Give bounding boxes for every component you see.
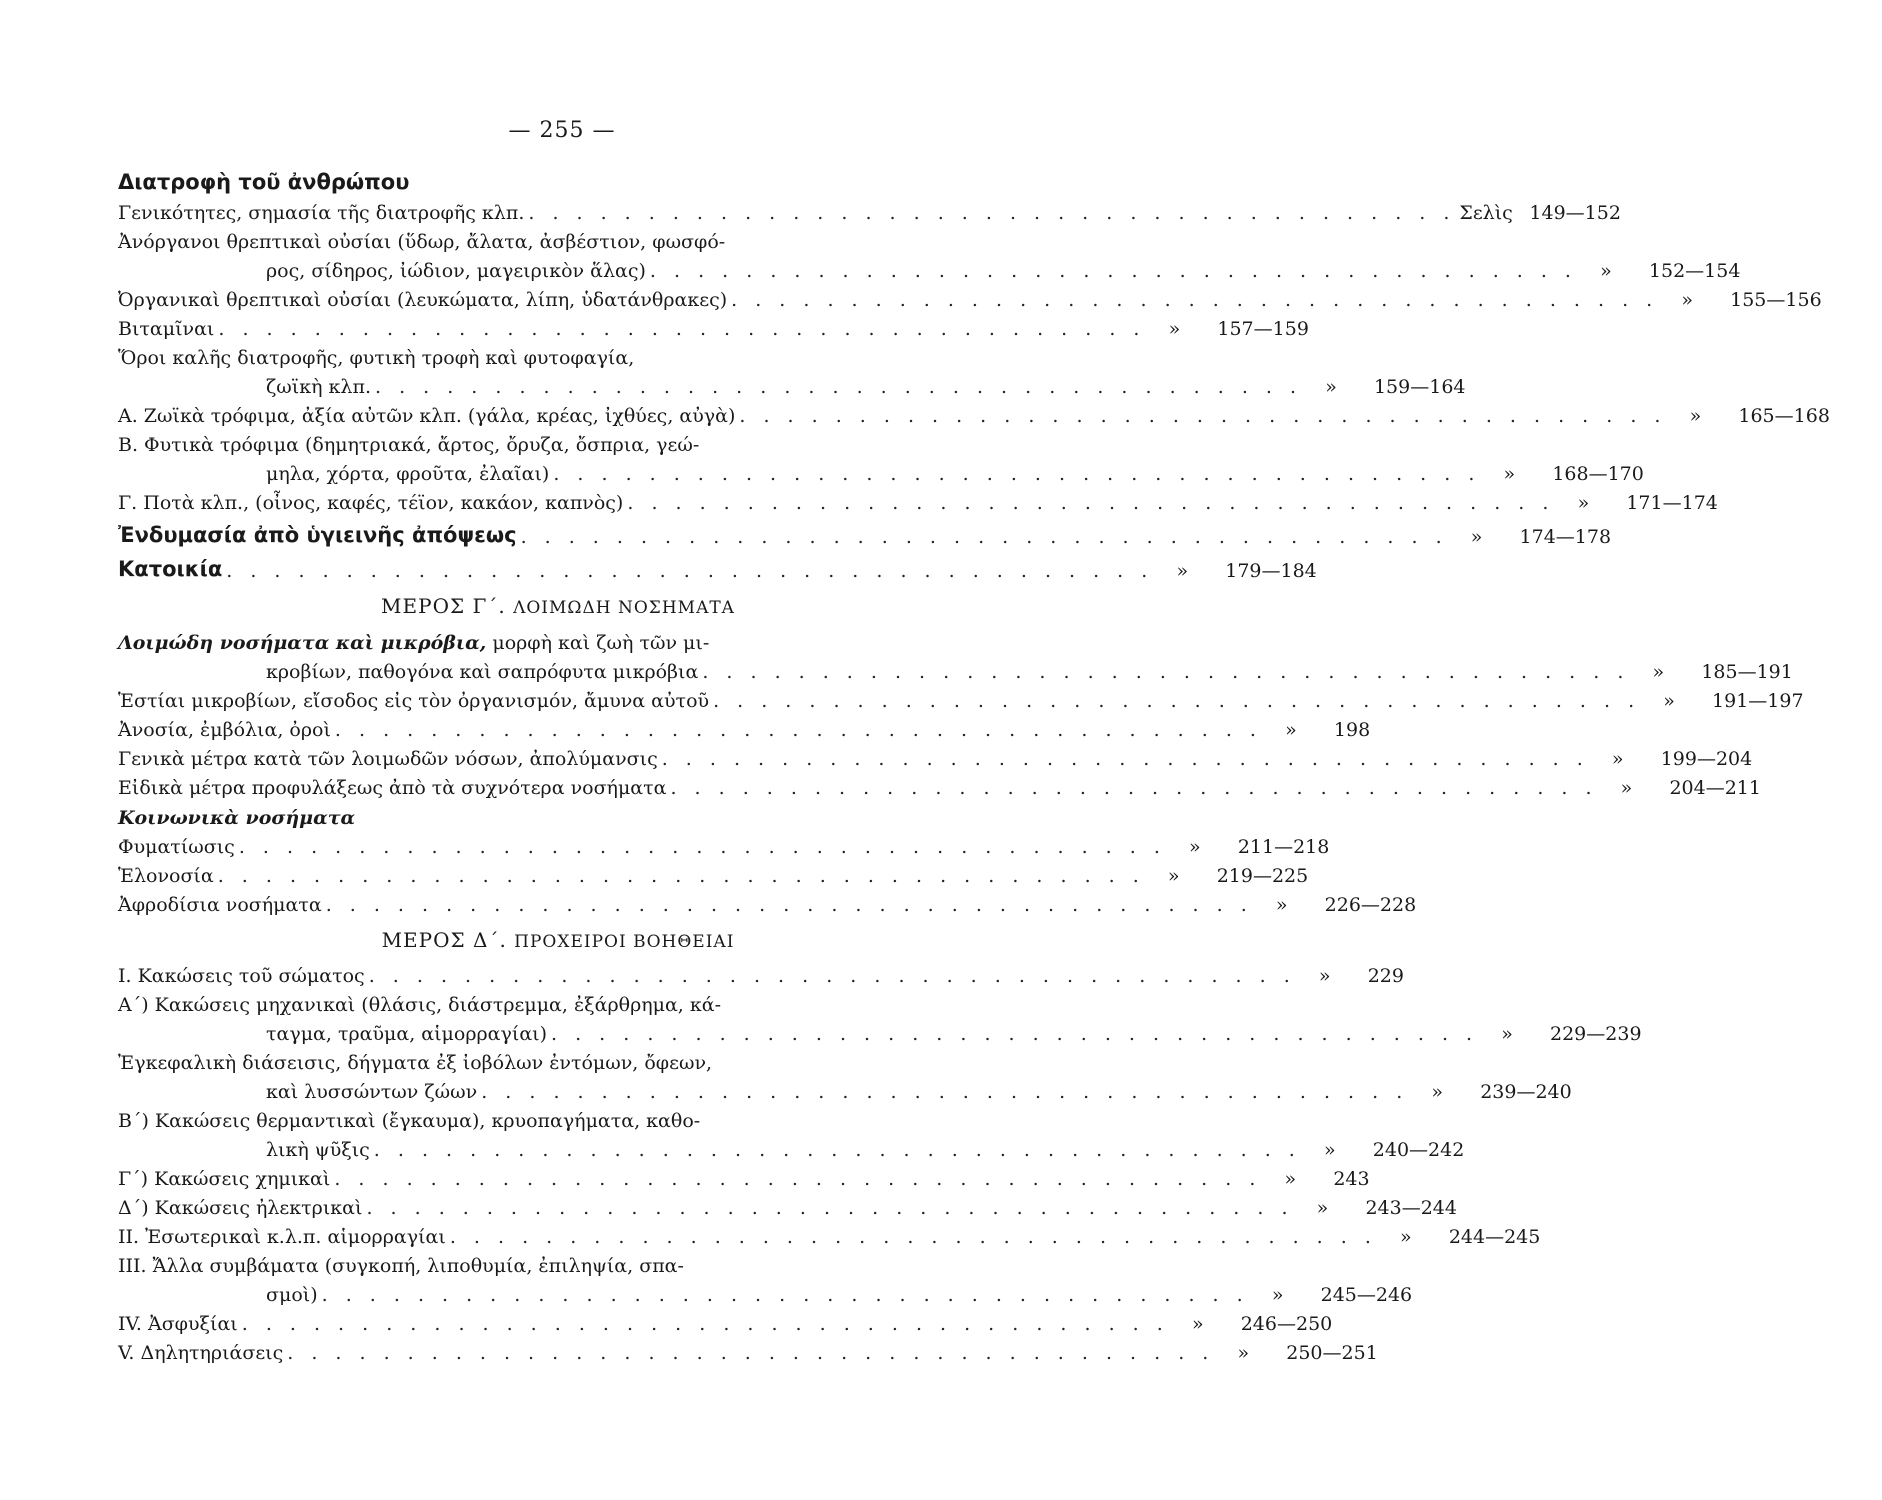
toc-entry (118, 286, 1822, 315)
page-reference (1459, 199, 1671, 228)
page-range: 243 (1333, 1168, 1370, 1190)
page-reference (1593, 745, 1805, 774)
toc-entry (118, 228, 1741, 286)
toc-entry (118, 628, 1793, 687)
section-heading: Ἐνδυμασία ἀπὸ ὑγιεινῆς ἀπόψεως (118, 523, 517, 547)
toc-entry (118, 1310, 1333, 1339)
toc-entry (118, 716, 1371, 745)
entry-text: Λοιμώδη νοσήματα καὶ μικρόβια, μορφὴ καὶ ζωὴ τῶν μι- (118, 632, 710, 654)
guillemet: » (1318, 965, 1331, 987)
entry-text: Ἑστίαι μικροβίων, εἴσοδος εἰς τὸν ὀργανισμόν, ἄμυνα αὐτοῦ (118, 690, 710, 712)
guillemet: » (1176, 560, 1189, 582)
dot-leader: . . . . . . . . . . . . . . . . . . . . . . . . . . . . . . . . . . . . . . . (528, 202, 1456, 224)
heading-entry (118, 518, 1612, 552)
entry-text: Α. Ζωϊκὰ τρόφιμα, ἀξία αὐτῶν κλπ. (γάλα, κρέας, ἰχθύες, αὐγὰ) (118, 405, 736, 427)
page-range: 219—225 (1216, 865, 1309, 887)
entry-line (118, 1165, 1370, 1194)
entry-text: Ἑλονοσία (118, 865, 214, 887)
guillemet: » (1600, 260, 1612, 282)
entry-text: Ἀφροδίσια νοσήματα (118, 894, 322, 916)
entry-text: Φυματίωσις (118, 836, 235, 858)
part-prefix: ΜΕΡΟΣ Δ΄. (381, 928, 515, 952)
page-reference (1149, 315, 1361, 344)
guillemet: » (1189, 836, 1201, 858)
entry-line (118, 991, 958, 1020)
guillemet: » (1663, 690, 1675, 712)
dot-leader: . . . . . . . . . . . . . . . . . . . . . . . . . . . . . . . . . . . . . . . (520, 526, 1448, 548)
entry-line (118, 1194, 1457, 1223)
dot-leader: . . . . . . . . . . . . . . . . . . . . . . . . . . . . . . . . . . . . . . . (731, 289, 1659, 311)
page-reference (1306, 373, 1518, 402)
page-reference (1266, 716, 1478, 745)
entry-line (118, 833, 1330, 862)
guillemet: » (1285, 719, 1297, 741)
page-range: 211—218 (1237, 836, 1330, 858)
entry-line (118, 1252, 958, 1281)
entry-line (118, 257, 1741, 286)
entry-line (118, 460, 1644, 489)
page-range: 191—197 (1712, 690, 1804, 712)
page-range: 246—250 (1240, 1313, 1333, 1335)
page-range: 168—170 (1552, 463, 1644, 485)
page-reference (1644, 687, 1856, 716)
page-range: 226—228 (1324, 894, 1417, 916)
page-reference (1300, 962, 1512, 991)
entry-text: καὶ λυσσώντων ζώων (266, 1081, 478, 1103)
toc-entry (118, 862, 1309, 891)
page-number: — 255 — (508, 118, 616, 143)
toc-entry (118, 1339, 1378, 1368)
entry-line (118, 891, 1417, 920)
entry-text: ταγμα, τραῦμα, αἱμορραγίαι) (266, 1023, 548, 1045)
entry-text: Ὀργανικαὶ θρεπτικαὶ οὐσίαι (λευκώματα, λίπη, ὑδατάνθρακες) (118, 289, 728, 311)
dot-leader: . . . . . . . . . . . . . . . . . . . . . . . . . . . . . . . . . . . . . . . (321, 1284, 1249, 1306)
entry-text: Ι. Κακώσεις τοῦ σώματος (118, 965, 365, 987)
toc-entry (118, 1049, 1572, 1107)
guillemet: » (1577, 492, 1590, 514)
entry-line (118, 658, 1793, 687)
entry-text: Γ΄) Κακώσεις χημικαὶ (118, 1168, 331, 1190)
entry-line (118, 745, 1753, 774)
page-range: 149—152 (1529, 202, 1621, 224)
toc-entry (118, 1252, 1413, 1310)
guillemet: » (1689, 405, 1702, 427)
page-range: 244—245 (1448, 1226, 1541, 1248)
guillemet: » (1316, 1197, 1329, 1219)
page-range: 199—204 (1660, 748, 1753, 770)
entry-text: Δ΄) Κακώσεις ἠλεκτρικαὶ (118, 1197, 363, 1219)
dot-leader: . . . . . . . . . . . . . . . . . . . . . . . . . . . . . . . . . . . . . . . (287, 1342, 1215, 1364)
entry-text: Γενικότητες, σημασία τῆς διατροφῆς κλπ. (118, 202, 525, 224)
toc-entry (118, 489, 1718, 518)
entry-line (118, 373, 1466, 402)
toc-entry (118, 315, 1309, 344)
entry-text: Α΄) Κακώσεις μηχανικαὶ (θλάσις, διάστρεμμα, ἐξάρθρημα, κά- (118, 994, 721, 1016)
entry-line (118, 716, 1371, 745)
entry-text: Ἐγκεφαλικὴ διάσεισις, δήγματα ἐξ ἰοβόλων ἐντόμων, ὄφεων, (118, 1052, 713, 1074)
guillemet: » (1611, 748, 1624, 770)
page-range: 240—242 (1372, 1139, 1465, 1161)
page-reference (1149, 862, 1361, 891)
page-reference (1558, 489, 1770, 518)
entry-text: Ἀνόργανοι θρεπτικαὶ οὐσίαι (ὕδωρ, ἄλατα, ἀσβέστιον, φωσφό- (118, 231, 726, 253)
dot-leader: . . . . . . . . . . . . . . . . . . . . . . . . . . . . . . . . . . . . . . . (702, 661, 1630, 683)
toc-entry (118, 1165, 1370, 1194)
entry-line (118, 286, 1822, 315)
entry-line (118, 862, 1309, 891)
dot-leader: . . . . . . . . . . . . . . . . . . . . . . . . . . . . . . . . . . . . . . . (218, 318, 1146, 340)
dot-leader: . . . . . . . . . . . . . . . . . . . . . . . . . . . . . . . . . . . . . . . (217, 865, 1145, 887)
entry-line (118, 687, 1804, 716)
social-diseases-heading: Κοινωνικὰ νοσήματα (118, 807, 356, 829)
dot-leader: . . . . . . . . . . . . . . . . . . . . . . . . . . . . . . . . . . . . . . . (551, 1023, 1479, 1045)
page-reference (1633, 658, 1845, 687)
part-prefix: ΜΕΡΟΣ Γ΄. (381, 594, 514, 618)
entry-line (118, 431, 958, 460)
dot-leader: . . . . . . . . . . . . . . . . . . . . . . . . . . . . . . . . . . . . . . . (226, 560, 1154, 582)
dot-leader: . . . . . . . . . . . . . . . . . . . . . . . . . . . . . . . . . . . . . . . (481, 1081, 1409, 1103)
page-range: 152—154 (1648, 260, 1741, 282)
page-range: 159—164 (1373, 376, 1466, 398)
part-c-title (158, 586, 958, 628)
page-reference (1173, 1310, 1385, 1339)
guillemet: » (1191, 1313, 1204, 1335)
entry-text: Βιταμῖναι (118, 318, 215, 340)
guillemet: » (1620, 777, 1633, 799)
toc-entry (118, 1194, 1457, 1223)
entry-line (118, 315, 1309, 344)
part-d-title (158, 920, 958, 962)
page-range: 185—191 (1701, 661, 1793, 683)
toc-entry (118, 402, 1830, 431)
page-reference (1412, 1078, 1624, 1107)
toc-entry (118, 991, 1642, 1049)
entry-line (118, 962, 1404, 991)
page-reference (1298, 1194, 1510, 1223)
entry-text: ΙΙ. Ἐσωτερικαὶ κ.λ.π. αἱμορραγίαι (118, 1226, 446, 1248)
entry-text: Εἰδικὰ μέτρα προφυλάξεως ἀπὸ τὰ συχνότερα νοσήματα (118, 777, 667, 799)
dot-leader: . . . . . . . . . . . . . . . . . . . . . . . . . . . . . . . . . . . . . . . (670, 777, 1598, 799)
dot-leader: . . . . . . . . . . . . . . . . . . . . . . . . . . . . . . . . . . . . . . . (739, 405, 1667, 427)
section-heading: Διατροφὴ τοῦ ἀνθρώπου (118, 170, 410, 194)
entry-text: ΙV. Ἀσφυξίαι (118, 1313, 238, 1335)
page-reference (1257, 891, 1469, 920)
entry-text: ρος, σίδηρος, ἰώδιον, μαγειρικὸν ἅλας) (266, 260, 646, 282)
entry-text: κροβίων, παθογόνα καὶ σαπρόφυτα μικρόβια (266, 661, 699, 683)
dot-leader: . . . . . . . . . . . . . . . . . . . . . . . . . . . . . . . . . . . . . . . (238, 836, 1166, 858)
guillemet: » (1168, 318, 1181, 340)
toc-entry (118, 833, 1330, 862)
page-reference (1253, 1281, 1465, 1310)
dot-leader: . . . . . . . . . . . . . . . . . . . . . . . . . . . . . . . . . . . . . . . (627, 492, 1555, 514)
toc-entry (118, 431, 1644, 489)
page-range: 174—178 (1519, 526, 1612, 548)
entry-line (118, 1078, 1572, 1107)
page-range: 239—240 (1480, 1081, 1572, 1103)
entry-line (118, 1136, 1465, 1165)
entry-text: Γενικὰ μέτρα κατὰ τῶν λοιμωδῶν νόσων, ἀπολύμανσις (118, 748, 658, 770)
toc-entry (118, 745, 1753, 774)
page-range: 165—168 (1738, 405, 1830, 427)
entry-line (118, 1310, 1333, 1339)
heading-entry (118, 552, 1317, 586)
page-range: 229—239 (1550, 1023, 1642, 1045)
guillemet: » (1431, 1081, 1444, 1103)
dot-leader: . . . . . . . . . . . . . . . . . . . . . . . . . . . . . . . . . . . . . . . (374, 376, 1303, 398)
entry-text: σμοὶ) (266, 1284, 318, 1306)
toc-entry (118, 1223, 1541, 1252)
entry-text: λικὴ ψῦξις (266, 1139, 370, 1161)
page-reference (1452, 523, 1664, 552)
table-of-contents (118, 165, 1830, 1368)
entry-text: ζωϊκὴ κλπ. (266, 376, 371, 398)
page-range: 250—251 (1286, 1342, 1378, 1364)
toc-entry (118, 774, 1761, 803)
dot-leader: . . . . . . . . . . . . . . . . . . . . . . . . . . . . . . . . . . . . . . . (449, 1226, 1377, 1248)
page-range: 204—211 (1669, 777, 1761, 799)
entry-line (118, 228, 958, 257)
page-reference (1482, 1020, 1694, 1049)
dot-leader: . . . . . . . . . . . . . . . . . . . . . . . . . . . . . . . . . . . . . . . (241, 1313, 1169, 1335)
dot-leader: . . . . . . . . . . . . . . . . . . . . . . . . . . . . . . . . . . . . . . . (661, 748, 1589, 770)
toc-entry (118, 1107, 1465, 1165)
part-title: ΛΟΙΜΩΔΗ ΝΟΣΗΜΑΤΑ (513, 598, 735, 618)
guillemet: » (1400, 1226, 1412, 1248)
entry-line (118, 1020, 1642, 1049)
entry-line (118, 628, 958, 658)
toc-entry (118, 891, 1417, 920)
page-reference (1265, 1165, 1477, 1194)
page-reference (1157, 557, 1369, 586)
entry-line (118, 1281, 1413, 1310)
dot-leader: . . . . . . . . . . . . . . . . . . . . . . . . . . . . . . . . . . . . . . . (713, 690, 1641, 712)
dot-leader: . . . . . . . . . . . . . . . . . . . . . . . . . . . . . . . . . . . . . . . (334, 719, 1262, 741)
guillemet: » (1501, 1023, 1513, 1045)
guillemet: » (1470, 526, 1483, 548)
entry-text: ΙΙΙ. Ἄλλα συμβάματα (συγκοπή, λιποθυμία, ἐπιληψία, σπα- (118, 1255, 684, 1277)
section-heading: Κατοικία (118, 557, 223, 581)
dot-leader: . . . . . . . . . . . . . . . . . . . . . . . . . . . . . . . . . . . . . . . (325, 894, 1253, 916)
dot-leader: . . . . . . . . . . . . . . . . . . . . . . . . . . . . . . . . . . . . . . . (366, 1197, 1294, 1219)
page-range: 243—244 (1365, 1197, 1457, 1219)
entry-line (118, 344, 958, 373)
entry-text: Β΄) Κακώσεις θερμαντικαὶ (ἔγκαυμα), κρυοπαγήματα, καθο- (118, 1110, 701, 1132)
entry-line (118, 1049, 958, 1078)
dot-leader: . . . . . . . . . . . . . . . . . . . . . . . . . . . . . . . . . . . . . . . (649, 260, 1577, 282)
guillemet: » (1275, 894, 1288, 916)
dot-leader: . . . . . . . . . . . . . . . . . . . . . . . . . . . . . . . . . . . . . . . (334, 1168, 1262, 1190)
guillemet: » (1284, 1168, 1297, 1190)
page-range: 245—246 (1320, 1284, 1413, 1306)
guillemet: » (1503, 463, 1516, 485)
selis-label: Σελὶς (1459, 202, 1513, 224)
dot-leader: . . . . . . . . . . . . . . . . . . . . . . . . . . . . . . . . . . . . . . . (368, 965, 1296, 987)
page-reference (1170, 833, 1382, 862)
entry-text: Β. Φυτικὰ τρόφιμα (δημητριακά, ἄρτος, ὄρυζα, ὄσπρια, γεώ- (118, 434, 700, 456)
page-reference (1670, 402, 1882, 431)
page-reference (1602, 774, 1814, 803)
part-title: ΠΡΟΧΕΙΡΟΙ ΒΟΗΘΕΙΑΙ (514, 932, 735, 952)
page-reference (1484, 460, 1696, 489)
entry-line (118, 199, 1621, 228)
page-range: 179—184 (1225, 560, 1317, 582)
entry-italic-lead: Λοιμώδη νοσήματα καὶ μικρόβια, (118, 632, 487, 654)
entry-line (118, 1107, 958, 1136)
entry-line (118, 402, 1830, 431)
page-reference (1381, 1223, 1593, 1252)
page-range: 198 (1333, 719, 1371, 741)
page-reference (1305, 1136, 1517, 1165)
page-range: 157—159 (1217, 318, 1309, 340)
guillemet: » (1271, 1284, 1284, 1306)
page-reference (1662, 286, 1874, 315)
entry-text: V. Δηλητηριάσεις (118, 1342, 284, 1364)
dot-leader: . . . . . . . . . . . . . . . . . . . . . . . . . . . . . . . . . . . . . . . (553, 463, 1481, 485)
guillemet: » (1681, 289, 1693, 311)
page-range: 229 (1367, 965, 1404, 987)
dot-leader: . . . . . . . . . . . . . . . . . . . . . . . . . . . . . . . . . . . . . . . (373, 1139, 1301, 1161)
guillemet: » (1324, 1139, 1336, 1161)
page-reference (1581, 257, 1793, 286)
page-reference (1218, 1339, 1430, 1368)
page-range: 155—156 (1730, 289, 1822, 311)
entry-line (118, 1339, 1378, 1368)
toc-entry (118, 962, 1404, 991)
toc-entry (118, 199, 1621, 228)
entry-text: Ἀνοσία, ἐμβόλια, ὀροὶ (118, 719, 331, 741)
guillemet: » (1237, 1342, 1250, 1364)
toc-entry (118, 687, 1804, 716)
page-range: 171—174 (1626, 492, 1718, 514)
guillemet: » (1325, 376, 1337, 398)
guillemet: » (1652, 661, 1665, 683)
entry-text: μηλα, χόρτα, φροῦτα, ἐλαῖαι) (266, 463, 550, 485)
entry-line (118, 1223, 1541, 1252)
entry-line (118, 774, 1761, 803)
entry-text: Γ. Ποτὰ κλπ., (οἶνος, καφές, τέϊον, κακάον, καπνὸς) (118, 492, 624, 514)
guillemet: » (1167, 865, 1180, 887)
entry-line (118, 489, 1718, 518)
entry-text: Ὅροι καλῆς διατροφῆς, φυτικὴ τροφὴ καὶ φυτοφαγία, (118, 347, 635, 369)
toc-entry (118, 344, 1466, 402)
